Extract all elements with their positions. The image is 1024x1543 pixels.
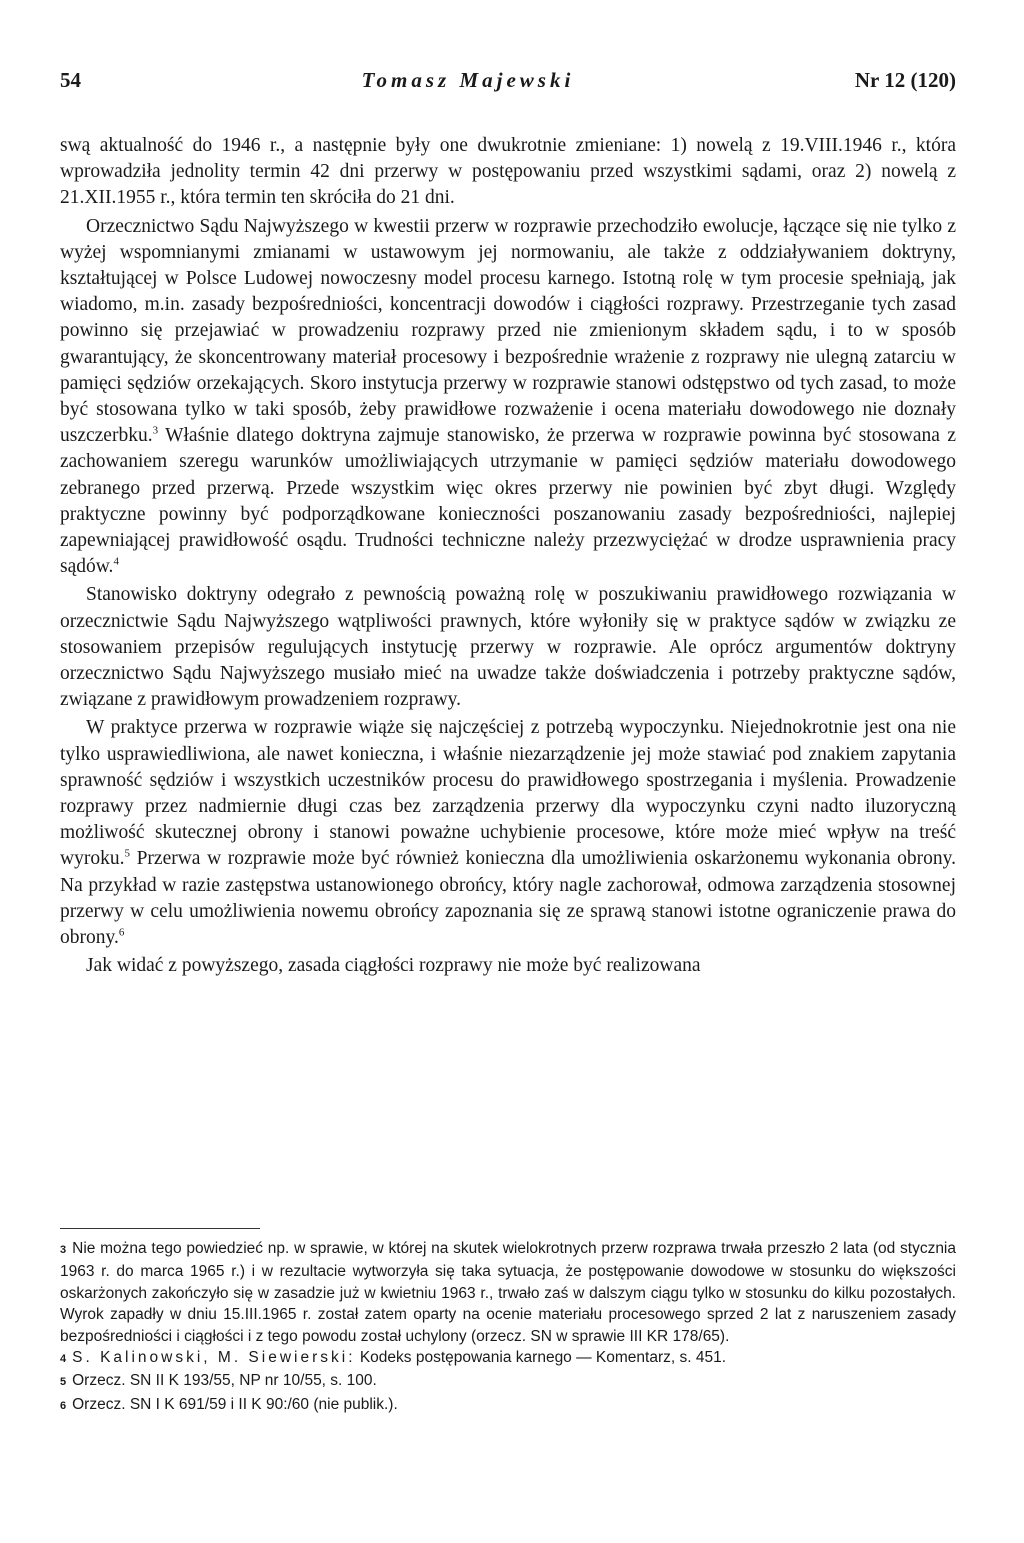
footnote-mark: 3	[60, 1244, 67, 1256]
footnote	[60, 1238, 956, 1347]
paragraph	[60, 715, 956, 951]
body-text	[60, 133, 956, 980]
paragraph: swą aktualność do 1946 r., a następnie były one dwukrotnie zmieniane: 1) nowelą z 19.VIII.1946 r., która wprowadziła jednolity termin 42 dni przerwy w postępowaniu przed wszystkimi sądami, oraz 2) nowelą z 21.XII.1955 r., która termin ten skróciła do 21 dni.	[60, 135, 956, 209]
page-number: 54	[60, 67, 81, 92]
paragraph-text: W praktyce przerwa w rozprawie wiąże się najczęściej z potrzebą wypoczynku. Niejednokrotnie jest ona nie tylko usprawiedliwiona, ale nawet konieczna, i właśnie niezarządzenie jej może stawiać pod znakiem zapytania sprawność sędziów i wszystkich uczestników procesu do prawidłowego spostrzegania i myślenia. Prowadzenie rozprawy przez nadmiernie długi czas bez zarządzenia przerwy dla wypoczynku czyni nadto iluzoryczną możliwość skutecznej obrony i stanowi poważne uchybienie procesowe, które może mieć wpływ na treść wyroku.	[60, 717, 956, 870]
footnote	[60, 1370, 956, 1393]
paragraph: Jak widać z powyższego, zasada ciągłości rozprawy nie może być realizowana	[86, 955, 701, 977]
footnote-text: Kodeks postępowania karnego — Komentarz, s. 451.	[355, 1349, 727, 1367]
issue-number: Nr 12 (120)	[854, 67, 956, 92]
footnote-authors: S. Kalinowski, M. Siewierski:	[72, 1349, 356, 1367]
paragraph-text: Przerwa w rozprawie może być również konieczna dla umożliwienia oskarżonemu wykonania obrony. Na przykład w razie zastępstwa ustanowionego obrońcy, który nagle zachorował, odmowa zarządzenia stosownej przerwy w celu umożliwienia nowemu obrońcy zapoznania się ze sprawą stanowi istotne ograniczenie prawa do obrony.	[60, 848, 956, 949]
footnote	[60, 1394, 956, 1417]
footnotes	[60, 1238, 956, 1417]
footnote-text: Nie można tego powiedzieć np. w sprawie, w której na skutek wielokrotnych przerw rozprawa trwała przeszło 2 lata (od stycznia 1963 r. do marca 1965 r.) i w rezultacie wytworzyła się taka sytuacja, że postępowanie dowodowe w stosunku do większości oskarżonych zakończyło się w zasadzie już w kwietniu 1963 r., trwało zaś w dalszym ciągu tylko w stosunku do kilku pozostałych. Wyrok zapadły w dniu 15.III.1965 r. został zatem oparty na ocenie materiału procesowego sprzed 2 lat z naruszeniem zasady bezpośredniości i ciągłości i z tego powodu został uchylony (orzecz. SN w sprawie III KR 178/65).	[60, 1240, 956, 1345]
footnote	[60, 1347, 956, 1370]
footnote-mark: 5	[60, 1376, 67, 1389]
paragraph-text: Właśnie dlatego doktryna zajmuje stanowisko, że przerwa w rozprawie powinna być stosowana z zachowaniem szeregu warunków umożliwiających utrzymanie w pamięci sędziów materiału dowodowego zebranego przed przerwą. Przede wszystkim więc okres przerwy nie powinien być zbyt długi. Względy praktyczne powinny być podporządkowane konieczności poszanowaniu zasady bezpośredniości, najlepiej zapewniającej prawidłowość osądu. Trudności techniczne należy przezwyciężać w drodze usprawnienia pracy sądów.	[60, 425, 956, 578]
footnote-ref: 4	[113, 555, 119, 568]
footnote-ref: 6	[118, 926, 125, 939]
paragraph: Stanowisko doktryny odegrało z pewnością poważną rolę w poszukiwaniu prawidłowego rozwiązania w orzecznictwie Sądu Najwyższego wątpliwości prawnych, które wyłoniły się w praktyce sądów w związku ze stosowaniem przepisów regulujących instytucję przerwy w rozprawie. Ale oprócz argumentów doktryny orzecznictwo Sądu Najwyższego musiało mieć na uwadze także doświadczenia i potrzeby praktyczne sądów, związane z prawidłowym prowadzeniem rozprawy.	[60, 584, 956, 711]
paragraph	[60, 214, 956, 581]
footnote-ref: 5	[124, 847, 130, 860]
footnote-mark: 4	[60, 1353, 67, 1366]
running-author: Tomasz Majewski	[361, 67, 575, 92]
footnote-text: Orzecz. SN II K 193/55, NP nr 10/55, s. 100.	[72, 1372, 377, 1390]
running-header	[60, 62, 956, 98]
footnote-mark: 6	[60, 1399, 67, 1412]
paragraph-text: Orzecznictwo Sądu Najwyższego w kwestii przerw w rozprawie przechodziło ewolucje, łączące się nie tylko z wyżej wspomnianymi zmianami w ustawowym jej normowaniu, ale także z oddziaływaniem doktryny, kształtującej w Polsce Ludowej nowoczesny model procesu karnego. Istotną rolę w tym procesie spełniają, jak wiadomo, m.in. zasady bezpośredniości, koncentracji dowodów i ciągłości rozprawy. Przestrzeganie tych zasad powinno się przejawiać w prowadzeniu rozprawy przed nie zmienionym składem sądu, i to w sposób gwarantujący, że skoncentrowany materiał procesowy i bezpośrednie wrażenie z rozprawy nie ulegną zatarciu w pamięci sędziów orzekających. Skoro instytucja przerwy w rozprawie stanowi odstępstwo od tych zasad, to może być stosowana tylko w taki sposób, żeby prawidłowe rozważenie i ocena materiału dowodowego nie doznały uszczerbku.	[60, 215, 956, 447]
footnote-text: Orzecz. SN I K 691/59 i II K 90:/60 (nie publik.).	[72, 1395, 398, 1413]
footnote-ref: 3	[152, 424, 159, 437]
footnote-divider	[60, 1228, 260, 1229]
